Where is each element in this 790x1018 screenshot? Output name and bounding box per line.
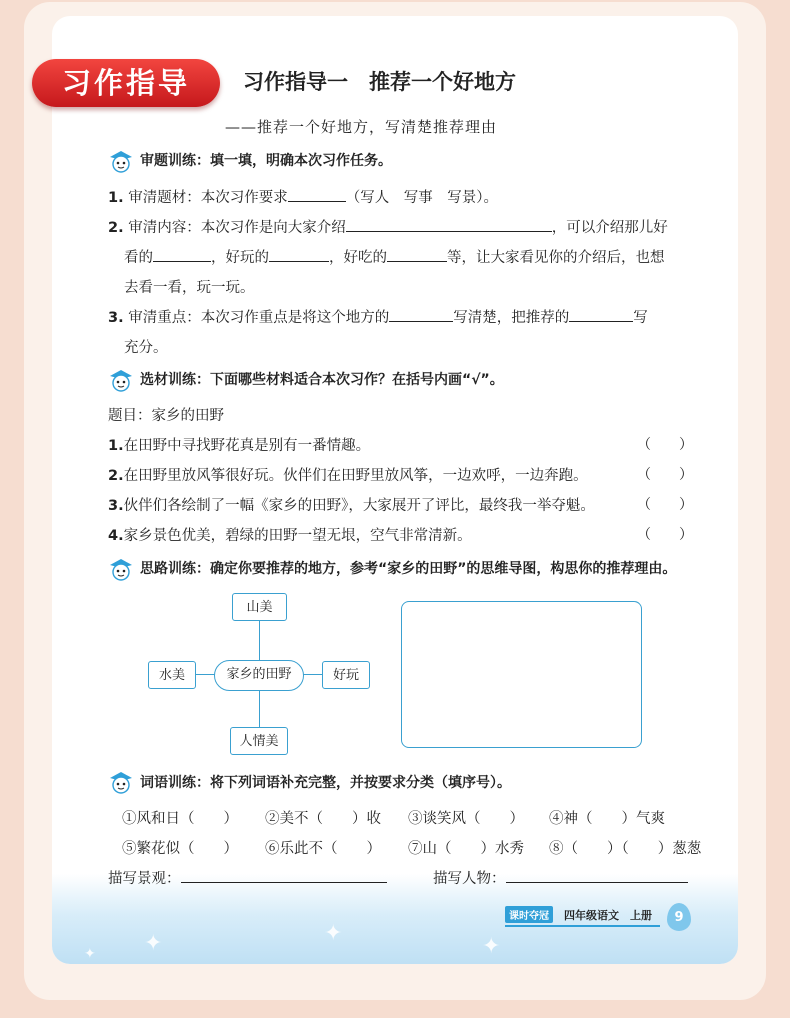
vocab-item: ④神（ ）气爽 xyxy=(549,811,665,827)
q1-item-3-line2: 充分。 xyxy=(124,340,168,356)
q2-item-1: 1.在田野中寻找野花真是别有一番情趣。 xyxy=(108,438,371,454)
sparkle-icon: ✦ xyxy=(144,931,163,956)
answer-mindmap-box[interactable] xyxy=(401,601,642,748)
q1-item-3: 3. 审清重点：本次习作重点是将这个地方的 写清楚，把推荐的 写 xyxy=(108,306,648,327)
checkbox-paren[interactable]: （ ） xyxy=(637,497,693,513)
answer-blank[interactable] xyxy=(269,247,329,262)
section-heading-material: 选材训练：下面哪些材料适合本次习作？在括号内画“√”。 xyxy=(140,372,504,388)
vocab-item: ⑥乐此不（ ） xyxy=(265,841,381,857)
vocab-category-scenery: 描写景观： xyxy=(108,867,387,888)
page-subtitle: ——推荐一个好地方，写清楚推荐理由 xyxy=(225,118,498,136)
page-number: 9 xyxy=(667,903,691,931)
q2-item-2: 2.在田野里放风筝很好玩。伙伴们在田野里放风筝，一边欢呼，一边奔跑。 xyxy=(108,468,588,484)
q1-item-2: 2. 审清内容：本次习作是向大家介绍 ，可以介绍那儿好 xyxy=(108,216,668,237)
q1-item-1: 1. 审清题材：本次习作要求 （写人 写事 写景）。 xyxy=(108,186,498,207)
answer-blank[interactable] xyxy=(506,868,688,883)
mascot-icon xyxy=(106,768,136,794)
q1-item-2-line2: 看的 ，好玩的 ，好吃的 等，让大家看见你的介绍后，也想 xyxy=(124,246,665,267)
sparkle-icon: ✦ xyxy=(84,946,96,962)
sparkle-icon: ✦ xyxy=(482,934,501,959)
mindmap-node-top: 山美 xyxy=(232,593,287,621)
mascot-icon xyxy=(106,366,136,392)
vocab-item: ①风和日（ ） xyxy=(122,811,238,827)
checkbox-paren[interactable]: （ ） xyxy=(637,527,693,543)
answer-blank[interactable] xyxy=(181,868,387,883)
q1-item-2-line3: 去看一看，玩一玩。 xyxy=(124,280,255,296)
mascot-icon xyxy=(106,147,136,173)
answer-blank[interactable] xyxy=(288,187,346,202)
q2-item-3: 3.伙伴们各绘制了一幅《家乡的田野》，大家展开了评比，最终我一举夺魁。 xyxy=(108,498,595,514)
q2-item-4: 4.家乡景色优美，碧绿的田野一望无垠，空气非常清新。 xyxy=(108,528,472,544)
answer-blank[interactable] xyxy=(569,307,633,322)
sparkle-icon: ✦ xyxy=(324,921,343,946)
answer-blank[interactable] xyxy=(389,307,453,322)
q2-topic: 题目：家乡的田野 xyxy=(108,408,224,424)
footer-grade: 四年级语文 上册 xyxy=(564,909,652,922)
section-heading-mindmap: 思路训练：确定你要推荐的地方，参考“家乡的田野”的思维导图，构思你的推荐理由。 xyxy=(140,561,677,577)
vocab-item: ③谈笑风（ ） xyxy=(408,811,524,827)
vocab-item: ⑧（ ）（ ）葱葱 xyxy=(549,841,702,857)
mindmap-node-left: 水美 xyxy=(148,661,196,689)
answer-blank[interactable] xyxy=(387,247,447,262)
mindmap-node-bottom: 人情美 xyxy=(230,727,288,755)
section-heading-review: 审题训练：填一填，明确本次习作任务。 xyxy=(140,153,392,169)
mascot-icon xyxy=(106,555,136,581)
mindmap-center: 家乡的田野 xyxy=(214,660,304,691)
vocab-item: ⑤繁花似（ ） xyxy=(122,841,238,857)
footer-rule xyxy=(505,925,660,927)
footer-brand-tag: 课时夺冠 xyxy=(505,906,553,923)
vocab-item: ⑦山（ ）水秀 xyxy=(408,841,524,857)
section-heading-vocab: 词语训练：将下列词语补充完整，并按要求分类（填序号）。 xyxy=(140,775,511,791)
vocab-item: ②美不（ ）收 xyxy=(265,811,381,827)
answer-blank[interactable] xyxy=(346,217,552,232)
checkbox-paren[interactable]: （ ） xyxy=(637,467,693,483)
mindmap-node-right: 好玩 xyxy=(322,661,370,689)
vocab-category-people: 描写人物： xyxy=(433,867,688,888)
answer-blank[interactable] xyxy=(153,247,211,262)
checkbox-paren[interactable]: （ ） xyxy=(637,437,693,453)
section-badge: 习作指导 xyxy=(32,59,220,107)
page-title: 习作指导一 推荐一个好地方 xyxy=(243,70,516,94)
